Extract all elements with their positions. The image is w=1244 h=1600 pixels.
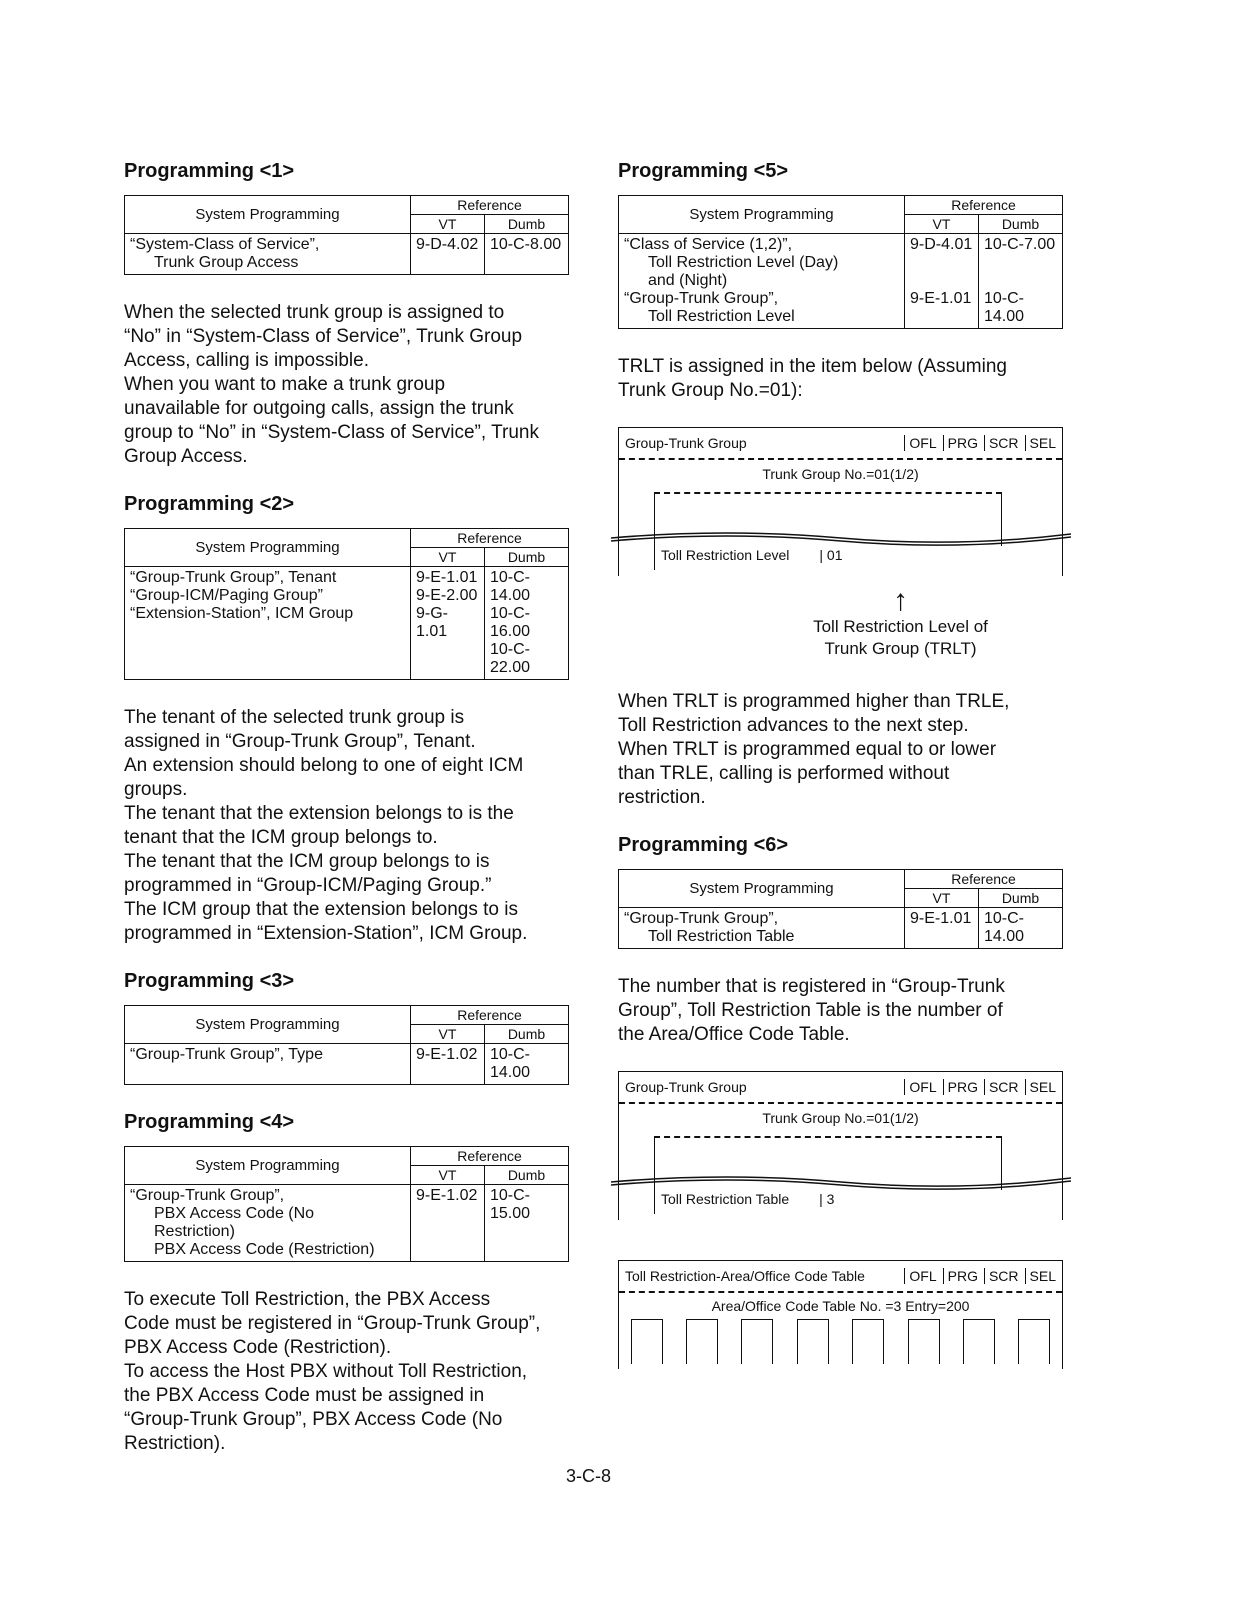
programming-4-paragraph: To execute Toll Restriction, the PBX Access Code must be registered in “Group-Trunk Group”, PBX Access Code (Restriction). To access the Host PBX without Toll Restriction, the PBX Access Code must be assigned in “Group-Trunk Group”, PBX Access Code (No Restriction). bbox=[124, 1289, 541, 1454]
programming-2-paragraph: The tenant of the selected trunk group is assigned in “Group-Trunk Group”, Tenant. An extension should belong to one of eight ICM groups. The tenant that the extension belongs to is the tenant that the ICM group belongs to. The tenant that the ICM group belongs to is programmed in “Group-ICM/Paging Group.” The ICM group that the extension belongs to is programmed in “Extension-Station”, ICM Group. bbox=[124, 707, 528, 944]
programming-6-table: System Programming Reference VT Dumb “Group-Trunk Group”, Toll Restriction Table 9-E-1.01 10-C-14.00 bbox=[618, 869, 1063, 949]
table-row: “Group-Trunk Group”, PBX Access Code (No Restriction) PBX Access Code (Restriction) 9-E-1.02 10-C-15.00 bbox=[125, 1185, 569, 1262]
trlt-screen-diagram: Group-Trunk Group OFL PRG SCR SEL Trunk Group No.=01(1/2) Toll Restriction Level | 01 bbox=[618, 427, 1063, 576]
table-row: “Class of Service (1,2)”, Toll Restriction Level (Day) and (Night) “Group-Trunk Group”, Toll Restriction Level 9-D-4.01 9-E-1.01 10-C-7.00 10-C-14.00 bbox=[619, 234, 1063, 329]
left-column bbox=[124, 160, 569, 1480]
right-column bbox=[618, 160, 1063, 1369]
table-row: “Group-Trunk Group”, Toll Restriction Table 9-E-1.01 10-C-14.00 bbox=[619, 908, 1063, 949]
programming-3-heading: Programming <3> bbox=[124, 970, 295, 992]
programming-5-heading: Programming <5> bbox=[618, 160, 789, 182]
programming-5-paragraph: TRLT is assigned in the item below (Assuming Trunk Group No.=01): bbox=[618, 356, 1007, 401]
programming-6-paragraph: The number that is registered in “Group-Trunk Group”, Toll Restriction Table is the number of the Area/Office Code Table. bbox=[618, 976, 1005, 1045]
area-office-code-table-diagram: Toll Restriction-Area/Office Code Table OFL PRG SCR SEL Area/Office Code Table No. =3 Entry=200 bbox=[618, 1260, 1063, 1369]
arrow-up-icon: ↑ bbox=[893, 584, 908, 617]
programming-5-table: System Programming Reference VT Dumb “Class of Service (1,2)”, Toll Restriction Level (Day) and (Night) “Group-Trunk Group”, Toll Restriction Level 9-D-4.01 9-E-1.01 10-C-7.00 10-C-14.00 bbox=[618, 195, 1063, 329]
trlt-note: ↑ Toll Restriction Level of Trunk Group (TRLT) bbox=[738, 586, 1063, 660]
programming-5-paragraph-2: When TRLT is programmed higher than TRLE, Toll Restriction advances to the next step. When TRLT is programmed equal to or lower than TRLE, calling is performed without restriction. bbox=[618, 691, 1010, 808]
toll-table-screen-diagram: Group-Trunk Group OFL PRG SCR SEL Trunk Group No.=01(1/2) Toll Restriction Table | 3 bbox=[618, 1071, 1063, 1220]
programming-3-table: System Programming Reference VT Dumb “Group-Trunk Group”, Type 9-E-1.02 10-C-14.00 bbox=[124, 1005, 569, 1085]
programming-2-table: System Programming Reference VT Dumb “Group-Trunk Group”, Tenant “Group-ICM/Paging Group” “Extension-Station”, ICM Group 9-E-1.01 9-E-2.00 9-G-1.01 10-C-14.00 10-C-16.00 10-C-22.00 bbox=[124, 528, 569, 680]
programming-2-heading: Programming <2> bbox=[124, 493, 295, 515]
programming-1-table: System Programming Reference VT Dumb “System-Class of Service”, Trunk Group Access 9-D-4.02 10-C-8.00 bbox=[124, 195, 569, 275]
table-row: “Group-Trunk Group”, Type 9-E-1.02 10-C-14.00 bbox=[125, 1044, 569, 1085]
programming-4-heading: Programming <4> bbox=[124, 1111, 295, 1133]
programming-6-heading: Programming <6> bbox=[618, 834, 789, 856]
page-number: 3-C-8 bbox=[566, 1466, 612, 1486]
programming-1-heading: Programming <1> bbox=[124, 160, 295, 182]
programming-4-table: System Programming Reference VT Dumb “Group-Trunk Group”, PBX Access Code (No Restriction) PBX Access Code (Restriction) 9-E-1.02 10-C-15.00 bbox=[124, 1146, 569, 1262]
programming-1-paragraph: When the selected trunk group is assigned to “No” in “System-Class of Service”, Trunk Group Access, calling is impossible. When you want to make a trunk group unavailable for outgoing calls, assign the trunk group to “No” in “System-Class of Service”, Trunk Group Access. bbox=[124, 302, 539, 467]
table-row: “Group-Trunk Group”, Tenant “Group-ICM/Paging Group” “Extension-Station”, ICM Group 9-E-1.01 9-E-2.00 9-G-1.01 10-C-14.00 10-C-16.00 10-C-22.00 bbox=[125, 567, 569, 680]
table-row: “System-Class of Service”, Trunk Group Access 9-D-4.02 10-C-8.00 bbox=[125, 234, 569, 275]
